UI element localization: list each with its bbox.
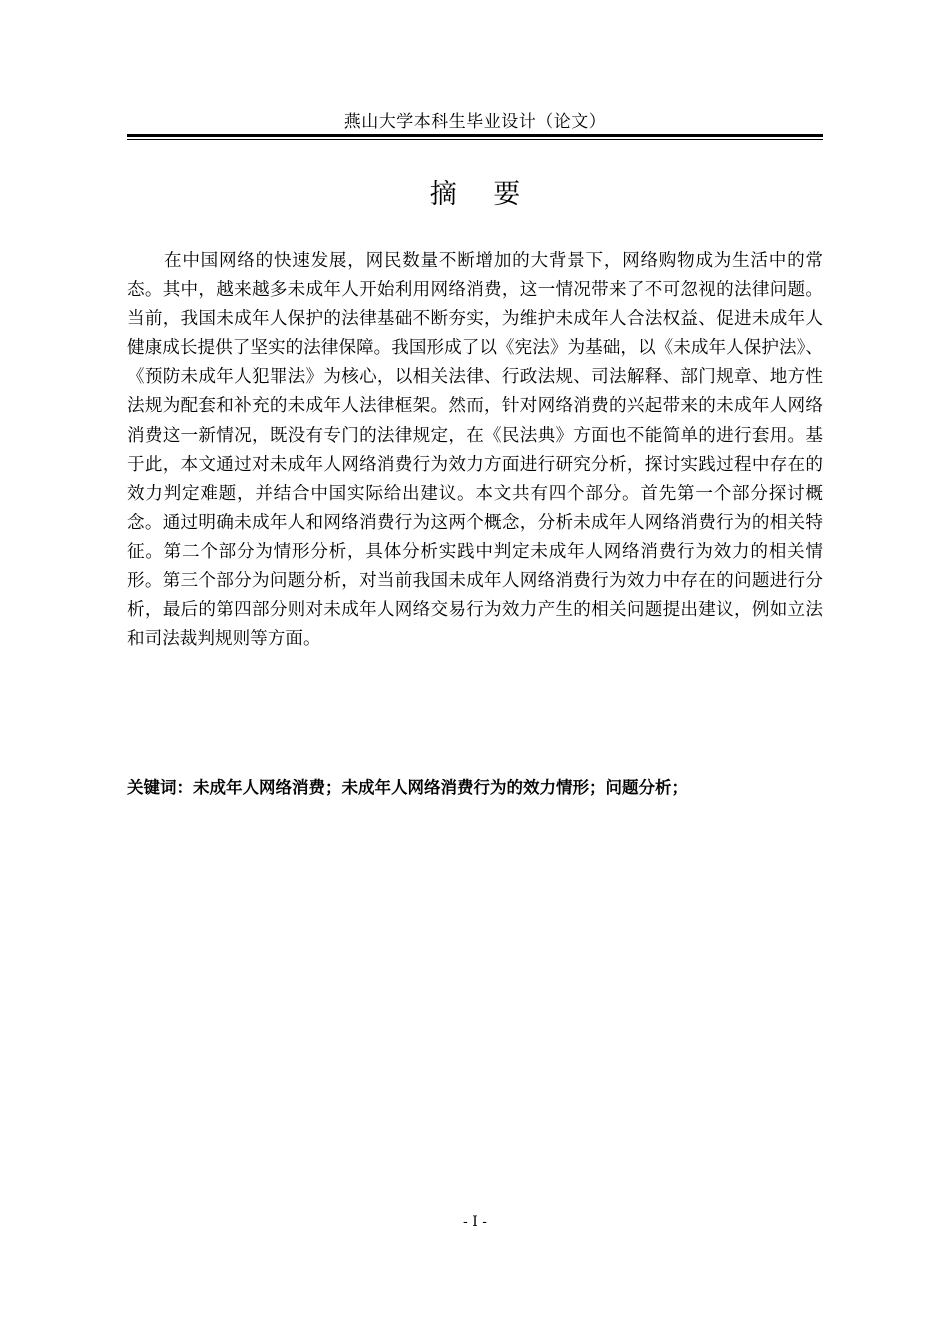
- page-number: - I -: [463, 1214, 487, 1230]
- running-header: 燕山大学本科生毕业设计（论文）: [343, 112, 607, 132]
- keywords-line: 关键词：未成年人网络消费；未成年人网络消费行为的效力情形；问题分析；: [127, 778, 688, 797]
- header-rule-thin: [127, 139, 823, 140]
- header-rule-thick: [127, 134, 823, 137]
- abstract-title: 摘 要: [429, 179, 535, 210]
- abstract-body: 在中国网络的快速发展，网民数量不断增加的大背景下，网络购物成为生活中的常态。其中，越来越多未成年人开始利用网络消费，这一情况带来了不可忽视的法律问题。当前，我国未成年人保护的法律基础不断夯实，为维护未成年人合法权益、促进未成年人健康成长提供了坚实的法律保障。我国形成了以《宪法》为基础，以《未成年人保护法》、《预防未成年人犯罪法》为核心，以相关法律、行政法规、司法解释、部门规章、地方性法规为配套和补充的未成年人法律框架。然而，针对网络消费的兴起带来的未成年人网络消费这一新情况，既没有专门的法律规定，在《民法典》方面也不能简单的进行套用。基于此，本文通过对未成年人网络消费行为效力方面进行研究分析，探讨实践过程中存在的效力判定难题，并结合中国实际给出建议。本文共有四个部分。首先第一个部分探讨概念。通过明确未成年人和网络消费行为这两个概念，分析未成年人网络消费行为的相关特征。第二个部分为情形分析，具体分析实践中判定未成年人网络消费行为效力的相关情形。第三个部分为问题分析，对当前我国未成年人网络消费行为效力中存在的问题进行分析，最后的第四部分则对未成年人网络交易行为效力产生的相关问题提出建议，例如立法和司法裁判规则等方面。: [127, 251, 823, 650]
